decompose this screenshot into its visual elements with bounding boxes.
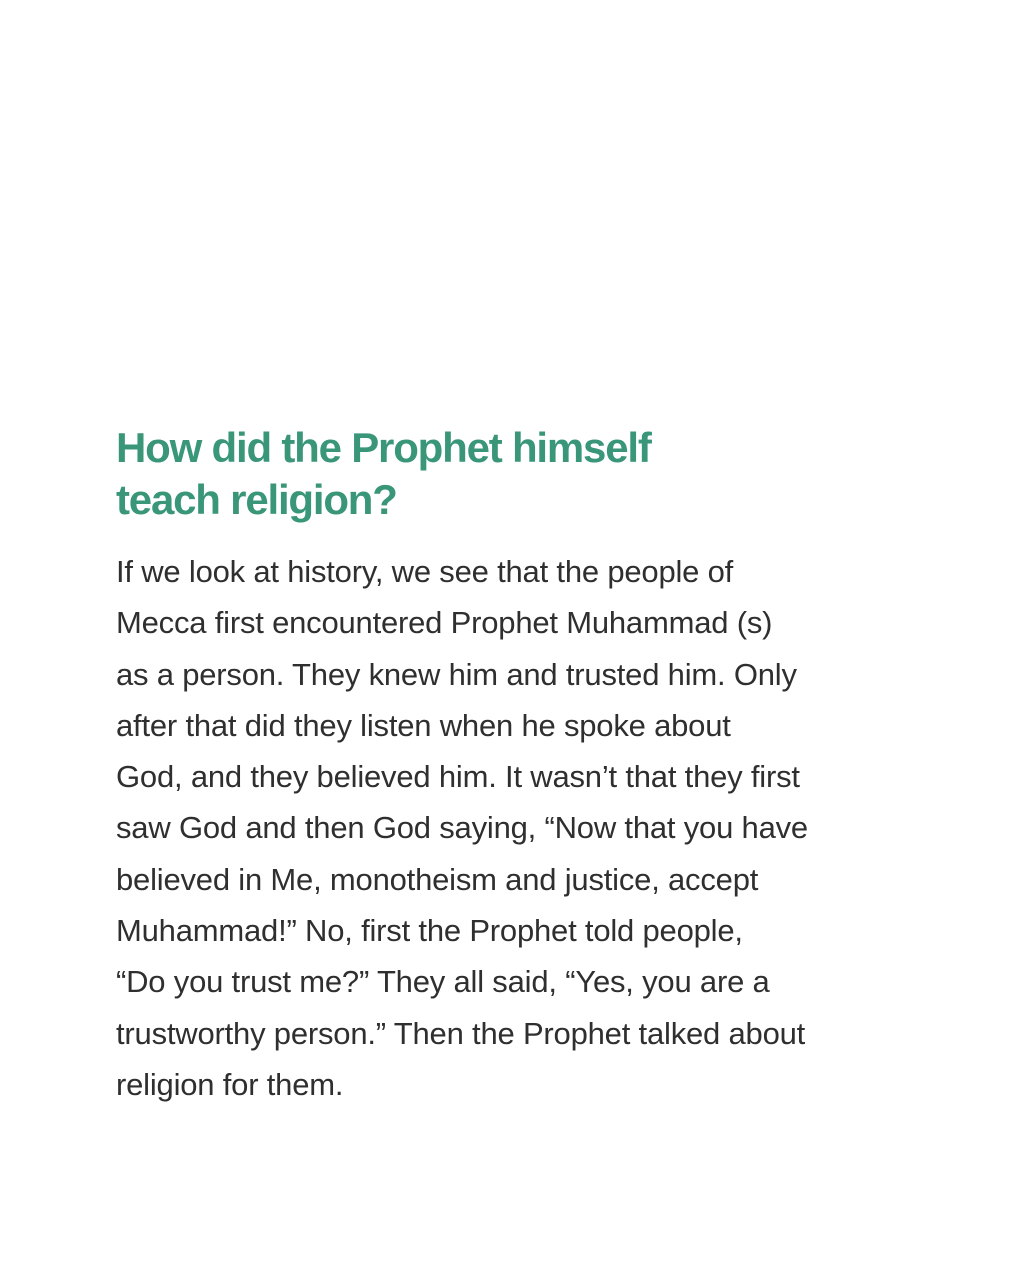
- paragraph-line: saw God and then God saying, “Now that you have: [116, 810, 808, 846]
- paragraph-line: believed in Me, monotheism and justice, accept: [116, 861, 759, 897]
- heading-line: teach religion?: [116, 476, 397, 523]
- paragraph-line: Muhammad!” No, first the Prophet told people,: [116, 913, 743, 949]
- article-section: [116, 422, 916, 1110]
- paragraph-line: as a person. They knew him and trusted him. Only: [116, 656, 797, 692]
- paragraph-line: “Do you trust me?” They all said, “Yes, you are a: [116, 964, 770, 1000]
- paragraph-line: Mecca first encountered Prophet Muhammad (s): [116, 605, 773, 641]
- paragraph-line: after that did they listen when he spoke about: [116, 707, 731, 743]
- heading-line: How did the Prophet himself: [116, 424, 651, 471]
- paragraph-line: God, and they believed him. It wasn’t that they first: [116, 759, 800, 795]
- section-heading: [116, 422, 916, 526]
- paragraph-line: If we look at history, we see that the people of: [116, 554, 734, 589]
- body-paragraph: [116, 546, 916, 1110]
- paragraph-line: trustworthy person.” Then the Prophet talked about: [116, 1015, 806, 1051]
- paragraph-line: religion for them.: [116, 1066, 344, 1102]
